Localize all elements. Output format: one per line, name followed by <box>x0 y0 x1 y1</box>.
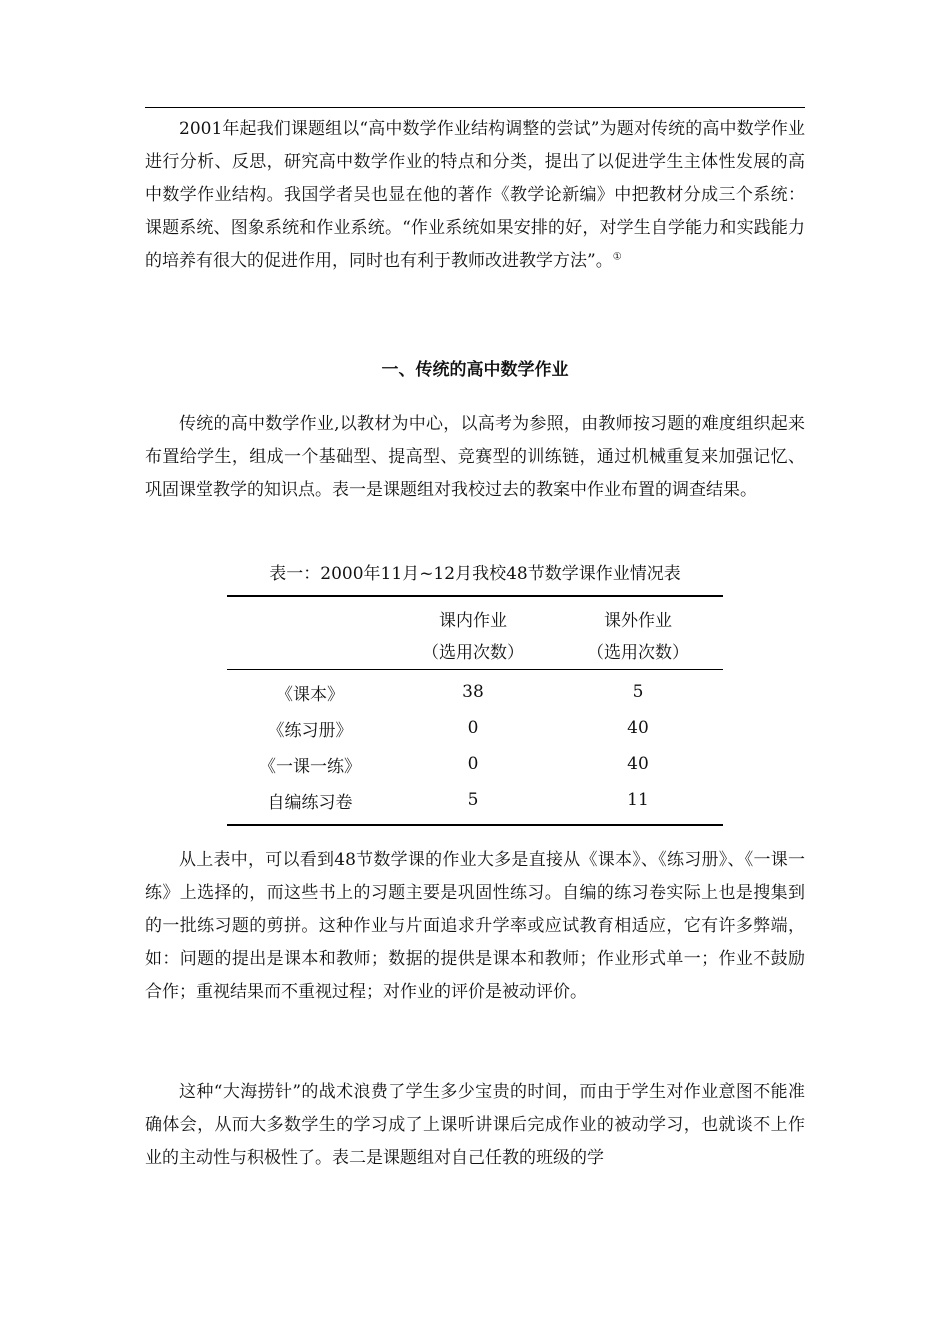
table-header-out-class: 课外作业 <box>604 611 672 631</box>
row-label: 《课本》 <box>276 684 344 705</box>
table-row <box>227 710 723 746</box>
paragraph-traditional-homework: 传统的高中数学作业,以教材为中心，以高考为参照，由教师按习题的难度组织起来布置给学生，组成一个基础型、提高型、竞赛型的训练链，通过机械重复来加强记忆、巩固课堂教学的知识点。表一是课题组对我校过去的教案中作业布置的调查结果。 <box>145 414 805 500</box>
table-row <box>227 746 723 782</box>
in-class-count: 0 <box>467 754 479 774</box>
out-class-count: 40 <box>627 718 649 738</box>
paragraph-passive-learning: 这种“大海捞针”的战术浪费了学生多少宝贵的时间，而由于学生对作业意图不能准确体会，从而大多数学生的学习成了上课听讲课后完成作业的被动学习，也就谈不上作业的主动性与积极性了。表二是课题组对自己任教的班级的学 <box>145 1082 805 1168</box>
table-row <box>227 782 723 825</box>
table-header-in-class: 课内作业 <box>439 611 507 631</box>
table-caption: 表一：2000年11月~12月我校48节数学课作业情况表 <box>269 564 681 584</box>
homework-table <box>227 595 723 826</box>
in-class-count: 5 <box>467 790 479 810</box>
table-header-empty <box>227 596 393 631</box>
row-label: 自编练习卷 <box>267 792 353 813</box>
table-subheader-in-class: （选用次数） <box>393 631 553 670</box>
in-class-count: 38 <box>462 682 484 702</box>
intro-text: 2001年起我们课题组以“高中数学作业结构调整的尝试”为题对传统的高中数学作业进行分析、反思，研究高中数学作业的特点和分类，提出了以促进学生主体性发展的高中数学作业结构。我国学者吴也显在他的著作《教学论新编》中把教材分成三个系统：课题系统、图象系统和作业系统。“作业系统如果安排的好，对学生自学能力和实践能力的培养有很大的促进作用，同时也有利于教师改进教学方法”。 <box>145 119 805 271</box>
table-row <box>227 670 723 711</box>
out-class-count: 5 <box>632 682 644 702</box>
in-class-count: 0 <box>467 718 479 738</box>
footnote-marker: ① <box>612 251 622 263</box>
row-label: 《一课一练》 <box>259 756 361 777</box>
out-class-count: 11 <box>627 790 649 810</box>
table-subheader-empty <box>227 631 393 670</box>
out-class-count: 40 <box>627 754 649 774</box>
table-subheader-out-class: （选用次数） <box>553 631 723 670</box>
top-rule <box>145 107 805 108</box>
section-heading: 一、传统的高中数学作业 <box>381 360 569 380</box>
paragraph-analysis: 从上表中，可以看到48节数学课的作业大多是直接从《课本》、《练习册》、《一课一练》上选择的，而这些书上的习题主要是巩固性练习。自编的练习卷实际上也是搜集到的一批练习题的剪拼。这种作业与片面追求升学率或应试教育相适应，它有许多弊端，如：问题的提出是课本和教师；数据的提供是课本和教师；作业形式单一；作业不鼓励合作；重视结果而不重视过程；对作业的评价是被动评价。 <box>145 850 805 1002</box>
row-label: 《练习册》 <box>267 720 353 741</box>
intro-paragraph <box>145 113 805 278</box>
